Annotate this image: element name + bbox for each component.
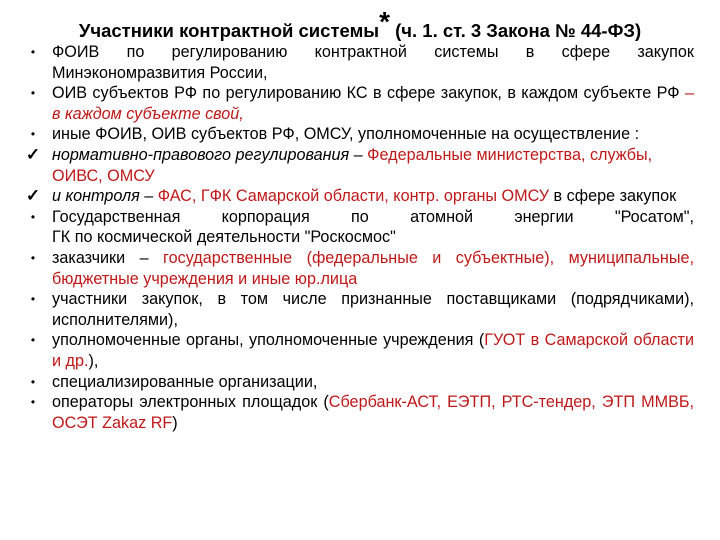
list-item-line: Минэкономразвития России, [52, 63, 268, 82]
bullet-dot-icon: • [30, 333, 36, 348]
list-item [22, 83, 694, 124]
list-item [22, 330, 694, 371]
list-item [22, 42, 694, 83]
list-item-text: специализированные организации, [52, 372, 318, 391]
bullet-dot-icon: • [30, 127, 36, 142]
checkmark-icon: ✓ [25, 144, 41, 164]
title-law-reference: (ч. 1. ст. 3 Закона № 44-ФЗ) [395, 20, 642, 41]
bullet-dot-icon: • [30, 45, 36, 59]
bullet-dot-icon: • [30, 395, 36, 410]
bullet-dot-icon: • [30, 250, 36, 265]
list-item [22, 372, 694, 393]
list-item-text-tail: ), [88, 351, 99, 370]
list-item-highlight: ФАС, ГФК Самарской области, контр. органы ОМСУ [157, 187, 550, 206]
participants-list [22, 42, 694, 433]
list-item-text: иные ФОИВ, ОИВ субъектов РФ, ОМСУ, уполномоченные на осуществление : [52, 125, 640, 144]
list-item-highlight: ГУОТ в Самарской области и др. [52, 331, 694, 370]
list-item-italic: нормативно-правового регулирования – [52, 145, 368, 164]
bullet-dot-icon: • [30, 292, 36, 307]
list-item-line: Государственная корпорация по атомной энергии "Росатом", [52, 207, 694, 226]
list-item [22, 248, 694, 289]
list-item-text: операторы электронных площадок ( [52, 393, 329, 412]
list-item-text: ОИВ субъектов РФ по регулированию КС в сфере закупок, в каждом субъекте РФ [52, 84, 680, 103]
title-text: Участники контрактной системы [78, 20, 380, 41]
list-item-text: участники закупок, в том числе признанные поставщиками (подрядчиками), исполнителями), [52, 290, 694, 329]
title-asterisk: * [379, 6, 390, 37]
list-item [22, 124, 694, 145]
list-item-line: ГК по космической деятельности "Роскосмос" [52, 228, 396, 247]
list-item-text: в сфере закупок [549, 187, 677, 206]
list-item-text: заказчики – [52, 248, 164, 267]
checkmark-icon: ✓ [25, 186, 41, 206]
list-item-text-tail: ) [172, 413, 178, 432]
list-item [22, 186, 694, 207]
bullet-dot-icon: • [30, 86, 36, 101]
bullet-dot-icon: • [30, 209, 36, 224]
bullet-dot-icon: • [30, 374, 36, 389]
list-item-line: ФОИВ по регулированию контрактной системы в сфере закупок [52, 43, 694, 61]
list-item [22, 145, 694, 186]
list-item-text: уполномоченные органы, уполномоченные учреждения ( [52, 331, 485, 350]
list-item-highlight: Федеральные министерства, службы, ОИВС, ОМСУ [52, 145, 653, 185]
list-item [22, 207, 694, 248]
list-item-highlight: Сбербанк-АСТ, ЕЭТП, РТС-тендер, ЭТП ММВБ, ОСЭТ Zakaz RF [52, 393, 694, 432]
list-item-highlight: государственные (федеральные и субъектные), муниципальные, бюджетные учреждения и иные юр.лица [52, 248, 694, 288]
list-item-highlight: – в каждом субъекте свой, [52, 84, 694, 123]
slide-title [0, 6, 720, 42]
list-item-italic: и контроля – [52, 187, 158, 206]
list-item [22, 289, 694, 330]
list-item [22, 392, 694, 433]
